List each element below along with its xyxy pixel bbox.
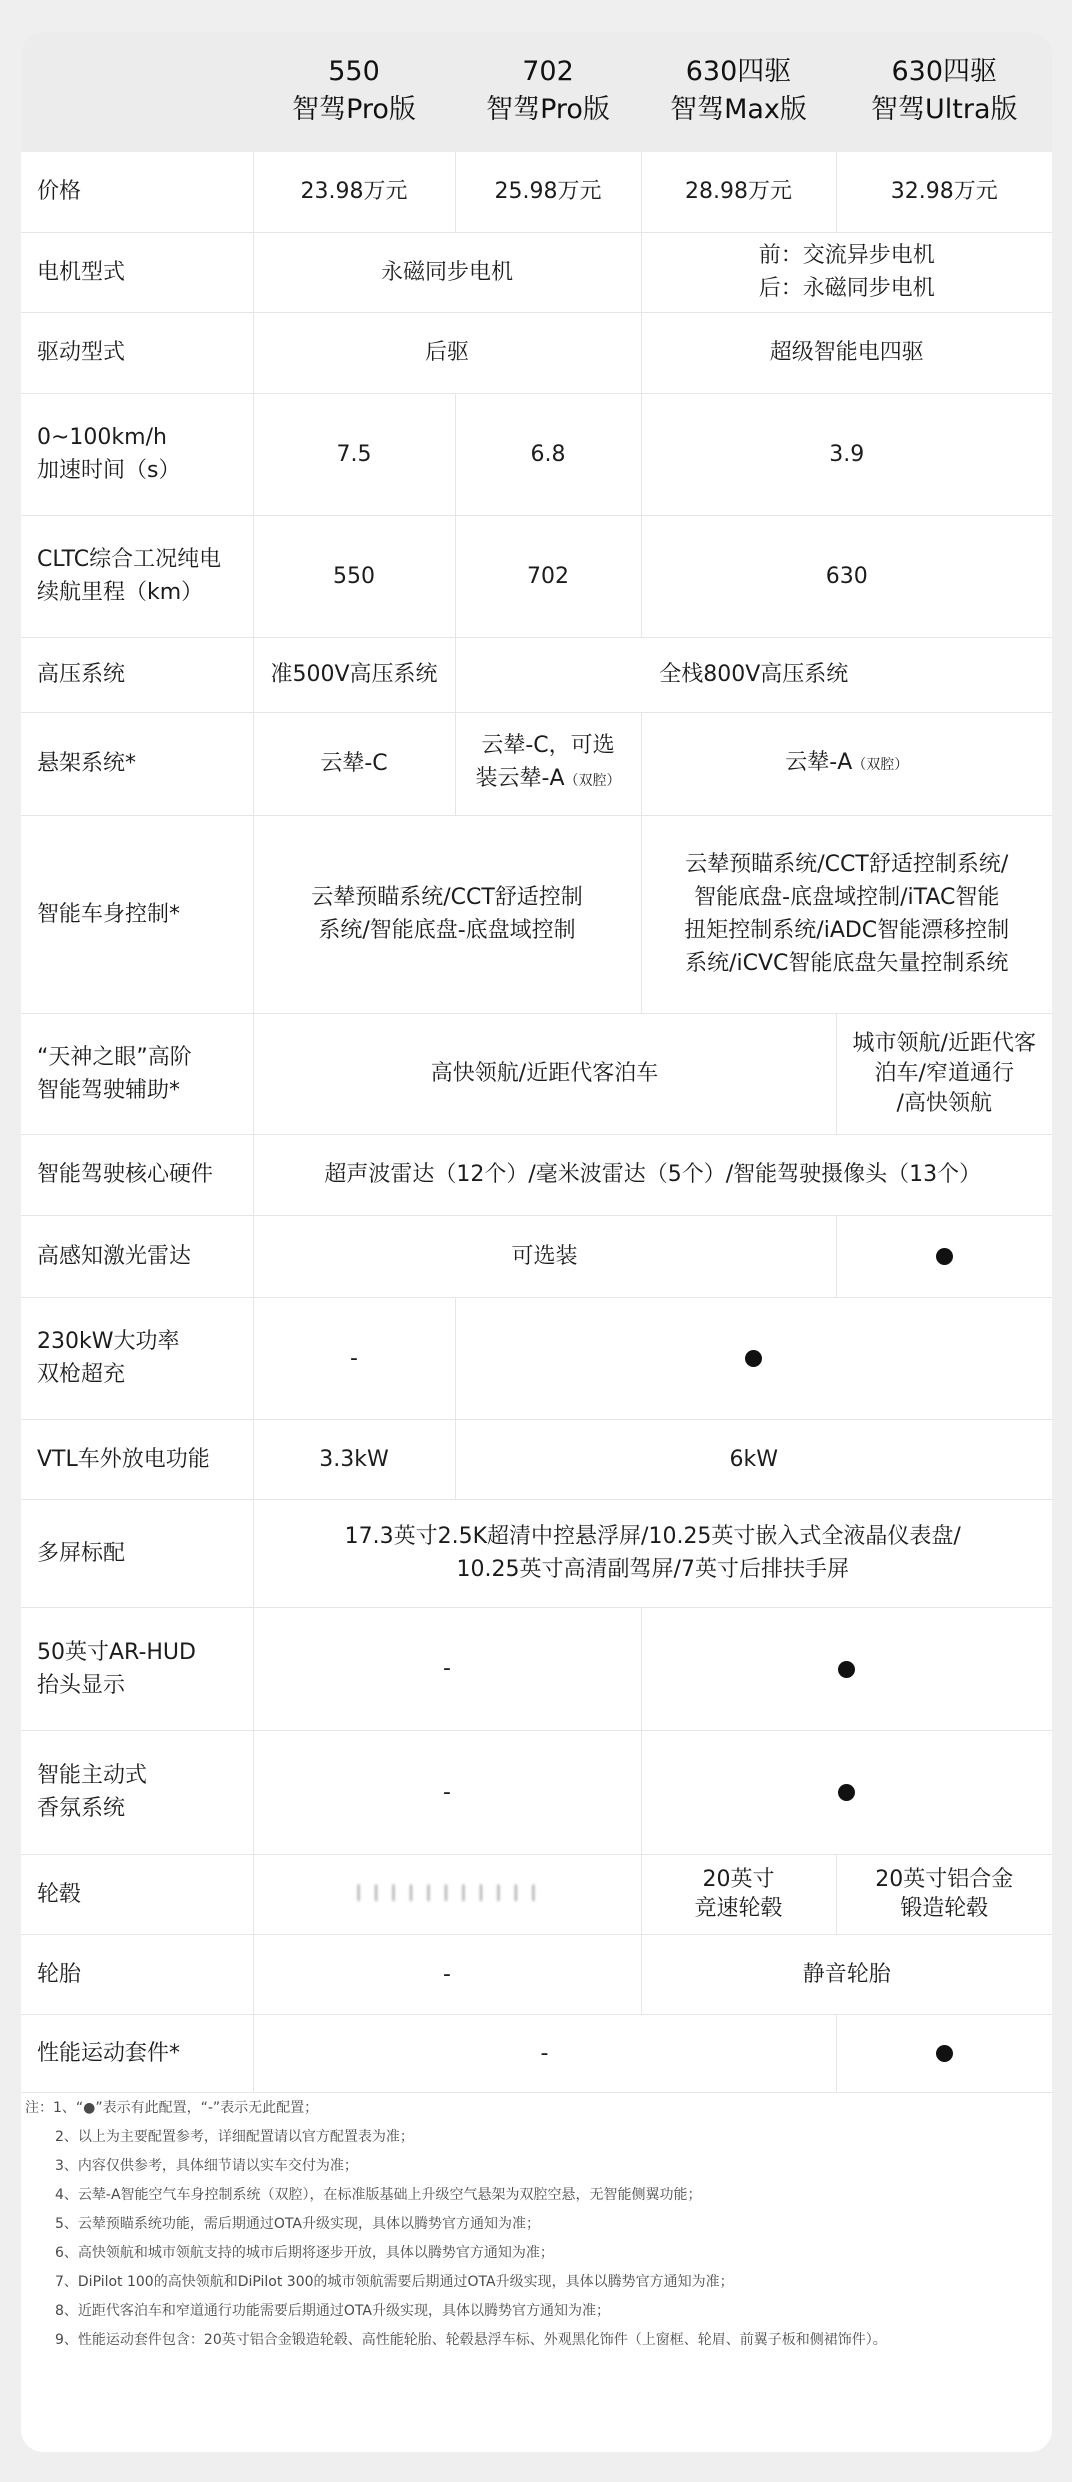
header-variant-630-max: 630四驱 智驾Max版	[641, 32, 836, 151]
cell-value	[836, 2014, 1052, 2092]
row-label: 价格	[21, 151, 253, 232]
cell-value: 超声波雷达（12个）/毫米波雷达（5个）/智能驾驶摄像头（13个）	[253, 1134, 1052, 1215]
spec-card	[21, 32, 1052, 2452]
row-screens	[21, 1499, 1052, 1607]
cell-value: -	[253, 1297, 455, 1419]
filled-dot-icon	[838, 1784, 855, 1801]
filled-dot-icon	[745, 1350, 762, 1367]
cell-value: 630	[641, 515, 1052, 637]
cell-value: 云辇-A（双腔）	[641, 712, 1052, 815]
cell-value: 7.5	[253, 393, 455, 515]
cell-value: 永磁同步电机	[253, 232, 641, 312]
cell-value: 32.98万元	[836, 151, 1052, 232]
row-label: VTL车外放电功能	[21, 1419, 253, 1499]
row-label: 轮胎	[21, 1934, 253, 2014]
cell-value: 702	[455, 515, 641, 637]
cell-value: -	[253, 1607, 641, 1730]
row-body-control	[21, 815, 1052, 1013]
footnotes	[25, 2094, 1015, 2355]
cell-value: 可选装	[253, 1215, 836, 1297]
cell-value: 云辇-C	[253, 712, 455, 815]
row-sport-kit	[21, 2014, 1052, 2092]
cell-value: 28.98万元	[641, 151, 836, 232]
row-motor	[21, 232, 1052, 312]
cell-value: 25.98万元	[455, 151, 641, 232]
row-label: 驱动型式	[21, 312, 253, 393]
row-label: 悬架系统*	[21, 712, 253, 815]
cell-value	[641, 1607, 1052, 1730]
footnote: 4、云辇-A智能空气车身控制系统（双腔），在标准版基础上升级空气悬架为双腔空悬，无智能侧翼功能；	[55, 2187, 702, 2203]
row-adas	[21, 1013, 1052, 1134]
row-price	[21, 151, 1052, 232]
footnote: 7、DiPilot 100的高快领航和DiPilot 300的城市领航需要后期通过OTA升级实现，具体以腾势官方通知为准；	[55, 2274, 734, 2290]
row-label: 智能车身控制*	[21, 815, 253, 1013]
header-variant-550: 550 智驾Pro版	[253, 32, 455, 151]
row-tires	[21, 1934, 1052, 2014]
row-label: 智能驾驶核心硬件	[21, 1134, 253, 1215]
cell-value: -	[253, 2014, 836, 2092]
cell-value: -	[253, 1934, 641, 2014]
cell-value: 550	[253, 515, 455, 637]
row-label: 多屏标配	[21, 1499, 253, 1607]
cell-value: 前：交流异步电机 后：永磁同步电机	[641, 232, 1052, 312]
cell-value: 准500V高压系统	[253, 637, 455, 712]
cell-value	[455, 1297, 1052, 1419]
cell-value: 高快领航/近距代客泊车	[253, 1013, 836, 1134]
row-label: “天神之眼”高阶 智能驾驶辅助*	[21, 1013, 253, 1134]
footnote: 6、高快领航和城市领航支持的城市后期将逐步开放，具体以腾势官方通知为准；	[55, 2245, 554, 2261]
header-variant-630-ultra: 630四驱 智驾Ultra版	[836, 32, 1052, 151]
footnote: 3、内容仅供参考，具体细节请以实车交付为准；	[55, 2158, 358, 2174]
filled-dot-icon	[936, 2045, 953, 2062]
row-label: 轮毂	[21, 1854, 253, 1934]
cell-value	[253, 1854, 641, 1934]
cell-value: 3.9	[641, 393, 1052, 515]
footnote: 注：1、“●”表示有此配置，“-”表示无此配置；	[25, 2100, 319, 2116]
row-vtl	[21, 1419, 1052, 1499]
row-range	[21, 515, 1052, 637]
cell-value	[836, 1215, 1052, 1297]
cell-value: 6kW	[455, 1419, 1052, 1499]
cell-value: 后驱	[253, 312, 641, 393]
cell-value	[641, 1730, 1052, 1854]
cell-value: 17.3英寸2.5K超清中控悬浮屏/10.25英寸嵌入式全液晶仪表盘/ 10.25英寸高清副驾屏/7英寸后排扶手屏	[253, 1499, 1052, 1607]
cell-value: 23.98万元	[253, 151, 455, 232]
row-label: CLTC综合工况纯电 续航里程（km）	[21, 515, 253, 637]
spec-table	[21, 32, 1052, 2093]
footnote: 8、近距代客泊车和窄道通行功能需要后期通过OTA升级实现，具体以腾势官方通知为准；	[55, 2303, 610, 2319]
cell-value: 城市领航/近距代客 泊车/窄道通行 /高快领航	[836, 1013, 1052, 1134]
row-acceleration	[21, 393, 1052, 515]
footnote: 9、性能运动套件包含：20英寸铝合金锻造轮毂、高性能轮胎、轮毂悬浮车标、外观黑化饰件（上窗框、轮眉、前翼子板和侧裙饰件）。	[55, 2332, 887, 2348]
row-label: 230kW大功率 双枪超充	[21, 1297, 253, 1419]
footnote: 5、云辇预瞄系统功能，需后期通过OTA升级实现，具体以腾势官方通知为准；	[55, 2216, 540, 2232]
cell-value: 全栈800V高压系统	[455, 637, 1052, 712]
cell-value: 云辇预瞄系统/CCT舒适控制 系统/智能底盘-底盘域控制	[253, 815, 641, 1013]
blurred-text: I I I I I I I I I I I	[355, 1881, 539, 1907]
filled-dot-icon	[838, 1661, 855, 1678]
filled-dot-icon	[936, 1248, 953, 1265]
cell-value: 超级智能电四驱	[641, 312, 1052, 393]
row-label: 电机型式	[21, 232, 253, 312]
header-corner	[21, 32, 253, 151]
row-label: 智能主动式 香氛系统	[21, 1730, 253, 1854]
cell-value: 云辇-C，可选 装云辇-A（双腔）	[455, 712, 641, 815]
row-label: 0~100km/h 加速时间（s）	[21, 393, 253, 515]
row-label: 高压系统	[21, 637, 253, 712]
cell-value: 20英寸铝合金 锻造轮毂	[836, 1854, 1052, 1934]
header-row	[21, 32, 1052, 151]
row-label: 50英寸AR-HUD 抬头显示	[21, 1607, 253, 1730]
cell-value: -	[253, 1730, 641, 1854]
row-label: 高感知激光雷达	[21, 1215, 253, 1297]
row-suspension	[21, 712, 1052, 815]
row-hardware	[21, 1134, 1052, 1215]
cell-value: 20英寸 竞速轮毂	[641, 1854, 836, 1934]
row-charging	[21, 1297, 1052, 1419]
header-variant-702: 702 智驾Pro版	[455, 32, 641, 151]
row-high-voltage	[21, 637, 1052, 712]
row-wheels	[21, 1854, 1052, 1934]
cell-value: 静音轮胎	[641, 1934, 1052, 2014]
cell-value: 3.3kW	[253, 1419, 455, 1499]
row-lidar	[21, 1215, 1052, 1297]
row-drive	[21, 312, 1052, 393]
row-hud	[21, 1607, 1052, 1730]
footnote: 2、以上为主要配置参考，详细配置请以官方配置表为准；	[55, 2129, 414, 2145]
cell-value: 云辇预瞄系统/CCT舒适控制系统/ 智能底盘-底盘域控制/iTAC智能 扭矩控制系统/iADC智能漂移控制 系统/iCVC智能底盘矢量控制系统	[641, 815, 1052, 1013]
cell-value: 6.8	[455, 393, 641, 515]
row-label: 性能运动套件*	[21, 2014, 253, 2092]
row-fragrance	[21, 1730, 1052, 1854]
